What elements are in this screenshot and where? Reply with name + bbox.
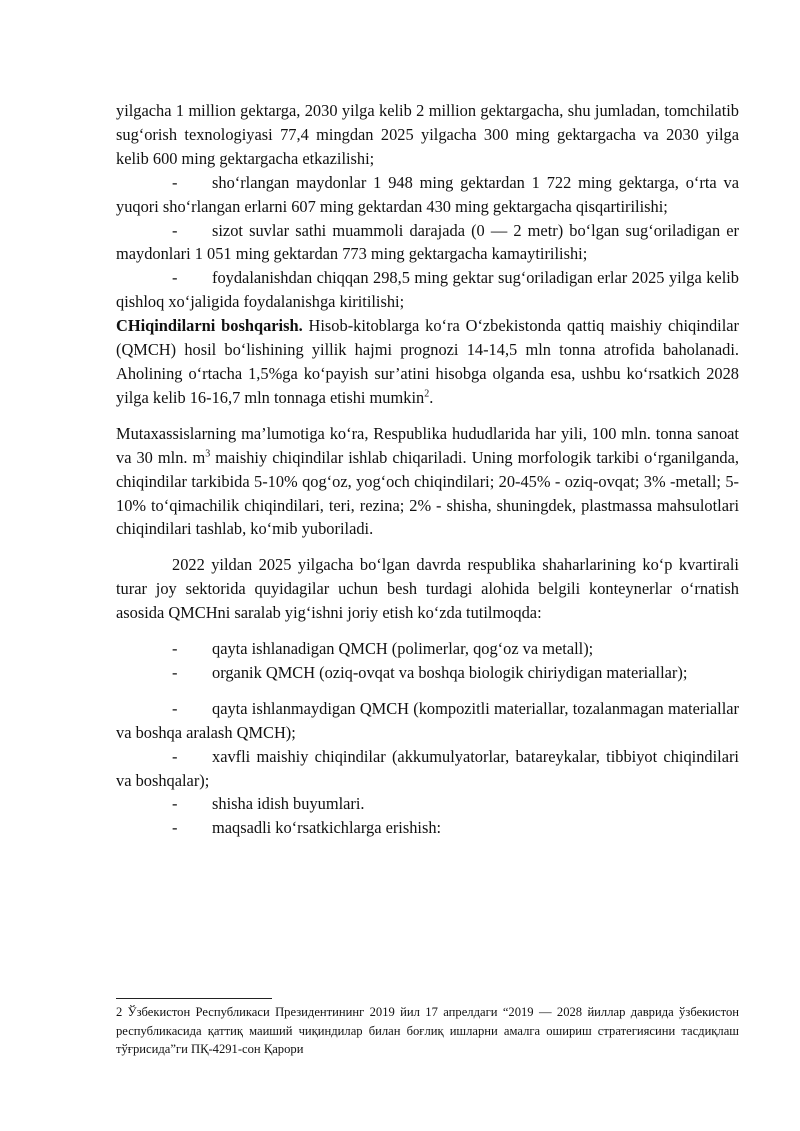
- list-item-saline-land: [116, 171, 739, 219]
- list-dash: -: [172, 818, 178, 838]
- list-dash: -: [172, 268, 178, 288]
- list-item-glass: [116, 792, 739, 816]
- paragraph-irrigation: yilgacha 1 million gektarga, 2030 yilga kelib 2 million gektargacha, shu jumladan, tomchilatib sug‘orish texnologiyasi 77,4 mingdan 2025 yilgacha 300 ming gektargacha va 2030 yilga kelib 600 ming gektargacha etkazilishi;: [116, 101, 739, 168]
- list-item-hazardous: [116, 745, 739, 793]
- paragraph-sorting-plan: 2022 yildan 2025 yilgacha bo‘lgan davrda respublika shaharlarining ko‘p kvartirali turar joy sektorida quyidagilar uchun besh turdagi alohida belgili konteynerlar o‘rnatish asosida QMCHni saralab yig‘ishni joriy etish ko‘zda tutilmoqda:: [116, 555, 739, 623]
- list-item-organic: [116, 661, 739, 685]
- body-text: [116, 99, 739, 840]
- list-item-targets: [116, 816, 739, 840]
- paragraph-waste-composition: [116, 422, 739, 542]
- paragraph-end: .: [429, 387, 434, 407]
- list-dash: -: [172, 746, 178, 766]
- list-item-groundwater: [116, 219, 739, 267]
- list-dash: -: [172, 172, 178, 192]
- superscript-unit: 3: [205, 448, 211, 460]
- footnote-reference: 2: [424, 388, 430, 400]
- footnote-text: 2 Ўзбекистон Республикаси Президентининг 2019 йил 17 апрелдаги “2019 — 2028 йиллар даврида ўзбекистон республикасида қаттиқ маиший чиқиндилар билан боғлиқ ишларни амалга ошириш стратегиясини тасдиқлаш тўғрисида”ги ПҚ-4291-сон Қарори: [116, 1005, 739, 1057]
- list-item-text: organik QMCH (oziq-ovqat va boshqa biologik chiriydigan materiallar);: [212, 662, 688, 682]
- paragraph-text: maishiy chiqindilar ishlab chiqariladi. Uning morfologik tarkibi o‘rganilganda, chiqindilar tarkibida 5-10% qog‘oz, yog‘och chiqindilari; 20-45% - oziq-ovqat; 3% -metall; 5-10% to‘qimachilik chiqindilari, teri, rezina; 2% - shisha, shuningdek, plastmassa mahsulotlari chiqindilari tashlab, ko‘mib yuboriladi.: [116, 447, 739, 539]
- list-item-unused-land: [116, 266, 739, 314]
- paragraph-text: Hisob-kitoblarga ko‘ra O‘zbekistonda qattiq maishiy chiqindilar (QMCH) hosil bo‘lishining yillik hajmi prognozi 14-14,5 mln tonna atrofida baholanadi. Aholining o‘rtacha 1,5%ga ko‘payish sur’atini hisobga olganda esa, ushbu ko‘rsatkich 2028 yilga kelib 16-16,7 mln tonnaga etishi mumkin: [116, 316, 739, 407]
- list-item-text: sho‘rlangan maydonlar 1 948 ming gektardan 1 722 ming gektarga, o‘rta va yuqori sho‘rlangan erlarni 607 ming gektardan 430 ming gektargacha qisqartirilishi;: [116, 172, 739, 216]
- list-dash: -: [172, 662, 178, 682]
- list-item-non-recyclable: [116, 697, 739, 745]
- footnote-separator: [116, 998, 272, 999]
- list-item-text: sizot suvlar sathi muammoli darajada (0 — 2 metr) bo‘lgan sug‘oriladigan er maydonlari 1 051 ming gektardan 773 ming gektargacha kamaytirilishi;: [116, 220, 739, 264]
- list-dash: -: [172, 698, 178, 718]
- list-dash: -: [172, 794, 178, 814]
- list-item-text: maqsadli ko‘rsatkichlarga erishish:: [212, 818, 442, 838]
- list-item-text: xavfli maishiy chiqindilar (akkumulyatorlar, batareykalar, tibbiyot chiqindilari va boshqalar);: [116, 746, 739, 790]
- section-heading: CHiqindilarni boshqarish.: [116, 316, 303, 336]
- list-dash: -: [172, 639, 178, 659]
- list-item-text: qayta ishlanmaydigan QMCH (kompozitli materiallar, tozalanmagan materiallar va boshqa aralash QMCH);: [116, 698, 739, 742]
- list-item-text: foydalanishdan chiqqan 298,5 ming gektar sug‘oriladigan erlar 2025 yilga kelib qishloq xo‘jaligida foydalanishga kiritilishi;: [116, 268, 739, 312]
- list-dash: -: [172, 220, 178, 240]
- list-item-text: shisha idish buyumlari.: [212, 794, 365, 814]
- list-item-text: qayta ishlanadigan QMCH (polimerlar, qog‘oz va metall);: [212, 639, 594, 659]
- paragraph-waste-management: [116, 314, 739, 410]
- list-item-recyclable: [116, 637, 739, 661]
- paragraph-text: Mutaxassislarning ma’lumotiga ko‘ra, Respublika hududlarida har yili, 100 mln. tonna sanoat va 30 mln. m: [116, 423, 739, 467]
